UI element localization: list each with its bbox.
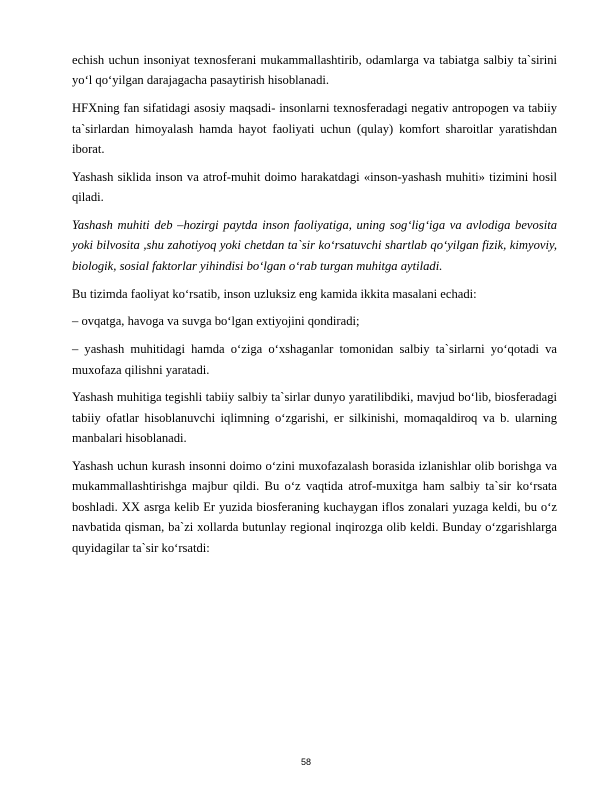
paragraph-intro-continuation: echish uchun insoniyat texnosferani mukammallashtirib, odamlarga va tabiatga salbiy ta`sirini yo‘l qo‘yilgan darajagacha pasaytirish hisoblanadi. (72, 53, 557, 88)
paragraph-task-two: – yashash muhitidagi hamda o‘ziga o‘xshaganlar tomonidan salbiy ta`sirlarni yo‘qotadi va muxofaza qilishni yaratadi. (72, 342, 557, 377)
page-number: 58 (300, 757, 311, 767)
paragraph-hfx-goal: HFXning fan sifatidagi asosiy maqsadi- insonlarni texnosferadagi negativ antropogen va tabiiy ta`sirlardan himoyalash hamda hayot faoliyati uchun (qulay) komfort sharoitlar yaratishdan iborat. (72, 101, 557, 157)
paragraph-definition: Yashash muhiti deb –hozirgi paytda inson faoliyatiga, uning sog‘lig‘iga va avlodiga bevosita yoki bilvosita ,shu zahotiyoq yoki chetdan ta`sir ko‘rsatuvchi shartlab qo‘yilgan fizik, kimyoviy, biologik, sosial faktorlar yihindisi bo‘lgan o‘rab turgan muhitga aytiladi. (72, 218, 557, 273)
paragraph-task-one: – ovqatga, havoga va suvga bo‘lgan extiyojini qondiradi; (72, 314, 360, 329)
paragraph-natural-effects: Yashash muhitiga tegishli tabiiy salbiy ta`sirlar dunyo yaratilibdiki, mavjud bo‘lib, biosferadagi tabiiy ofatlar hisoblanuvchi iqlimning o‘zgarishi, er silkinishi, momaqaldiroq va b. ularning manbalari hisoblanadi. (72, 390, 557, 446)
paragraph-tasks-intro: Bu tizimda faoliyat ko‘rsatib, inson uzluksiz eng kamida ikkita masalani echadi: (72, 286, 477, 301)
paragraph-life-cycle: Yashash siklida inson va atrof-muhit doimo harakatdagi «inson-yashash muhiti» tizimini hosil qiladi. (72, 169, 557, 205)
document-body (72, 50, 557, 565)
paragraph-struggle: Yashash uchun kurash insonni doimo o‘zini muxofazalash borasida izlanishlar olib borishga va mukammallashtirishga majbur qildi. Bu o‘z vaqtida atrof-muxitga ham salbiy ta`sir ko‘rsata boshladi. XX asrga kelib Er yuzida biosferaning kuchaygan iflos zonalari yuzaga keldi, bu o‘z navbatida qisman, ba`zi xollarda butunlay regional inqirozga olib keldi. Bunday o‘zgarishlarga quyidagilar ta`sir ko‘rsatdi: (72, 459, 557, 555)
